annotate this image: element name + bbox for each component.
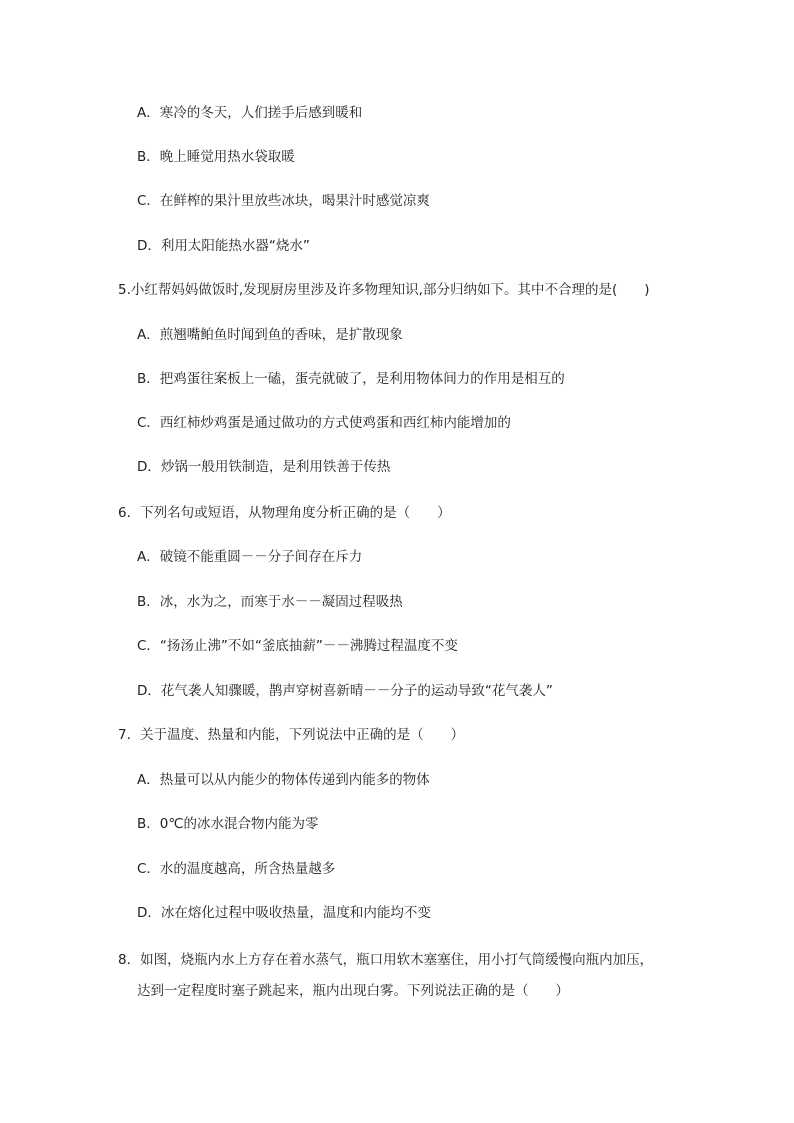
- q7-stem: 7．关于温度、热量和内能，下列说法中正确的是（ ）: [118, 727, 465, 743]
- q4-option-c: C．在鲜榨的果汁里放些冰块，喝果汁时感觉凉爽: [137, 193, 430, 209]
- q6-option-a: A．破镜不能重圆－－分子间存在斥力: [137, 549, 363, 565]
- q5-option-c: C．西红柿炒鸡蛋是通过做功的方式使鸡蛋和西红柿内能增加的: [137, 415, 511, 431]
- q6-option-d: D．花气袭人知骤暖，鹊声穿树喜新晴－－分子的运动导致“花气袭人”: [137, 683, 553, 699]
- q5-option-a: A．煎翘嘴鲌鱼时闻到鱼的香味，是扩散现象: [137, 327, 403, 343]
- q7-option-d: D．冰在熔化过程中吸收热量，温度和内能均不变: [137, 905, 431, 921]
- q5-option-d: D．炒锅一般用铁制造，是利用铁善于传热: [137, 459, 391, 475]
- q7-option-a: A．热量可以从内能少的物体传递到内能多的物体: [137, 772, 430, 788]
- q4-option-d: D．利用太阳能热水器“烧水”: [137, 238, 310, 254]
- q8-stem-line-2: 达到一定程度时塞子跳起来，瓶内出现白雾。下列说法正确的是（ ）: [137, 983, 569, 999]
- q8-stem-line-1: 8．如图，烧瓶内水上方存在着水蒸气，瓶口用软木塞塞住，用小打气筒缓慢向瓶内加压，: [118, 952, 654, 968]
- q5-option-b: B．把鸡蛋往案板上一磕，蛋壳就破了，是利用物体间力的作用是相互的: [137, 371, 565, 387]
- q7-option-b: B．0℃的冰水混合物内能为零: [137, 816, 319, 832]
- q4-option-a: A．寒冷的冬天，人们搓手后感到暖和: [137, 105, 363, 121]
- q6-option-c: C．“扬汤止沸”不如“釜底抽薪”－－沸腾过程温度不变: [137, 638, 458, 654]
- q7-option-c: C．水的温度越高，所含热量越多: [137, 861, 336, 877]
- q5-stem: 5.小红帮妈妈做饭时,发现厨房里涉及许多物理知识,部分归纳如下。其中不合理的是( ): [118, 282, 650, 298]
- q6-option-b: B．冰，水为之，而寒于水－－凝固过程吸热: [137, 594, 403, 610]
- q6-stem: 6．下列名句或短语，从物理角度分析正确的是（ ）: [118, 505, 451, 521]
- q4-option-b: B．晚上睡觉用热水袋取暖: [137, 149, 295, 165]
